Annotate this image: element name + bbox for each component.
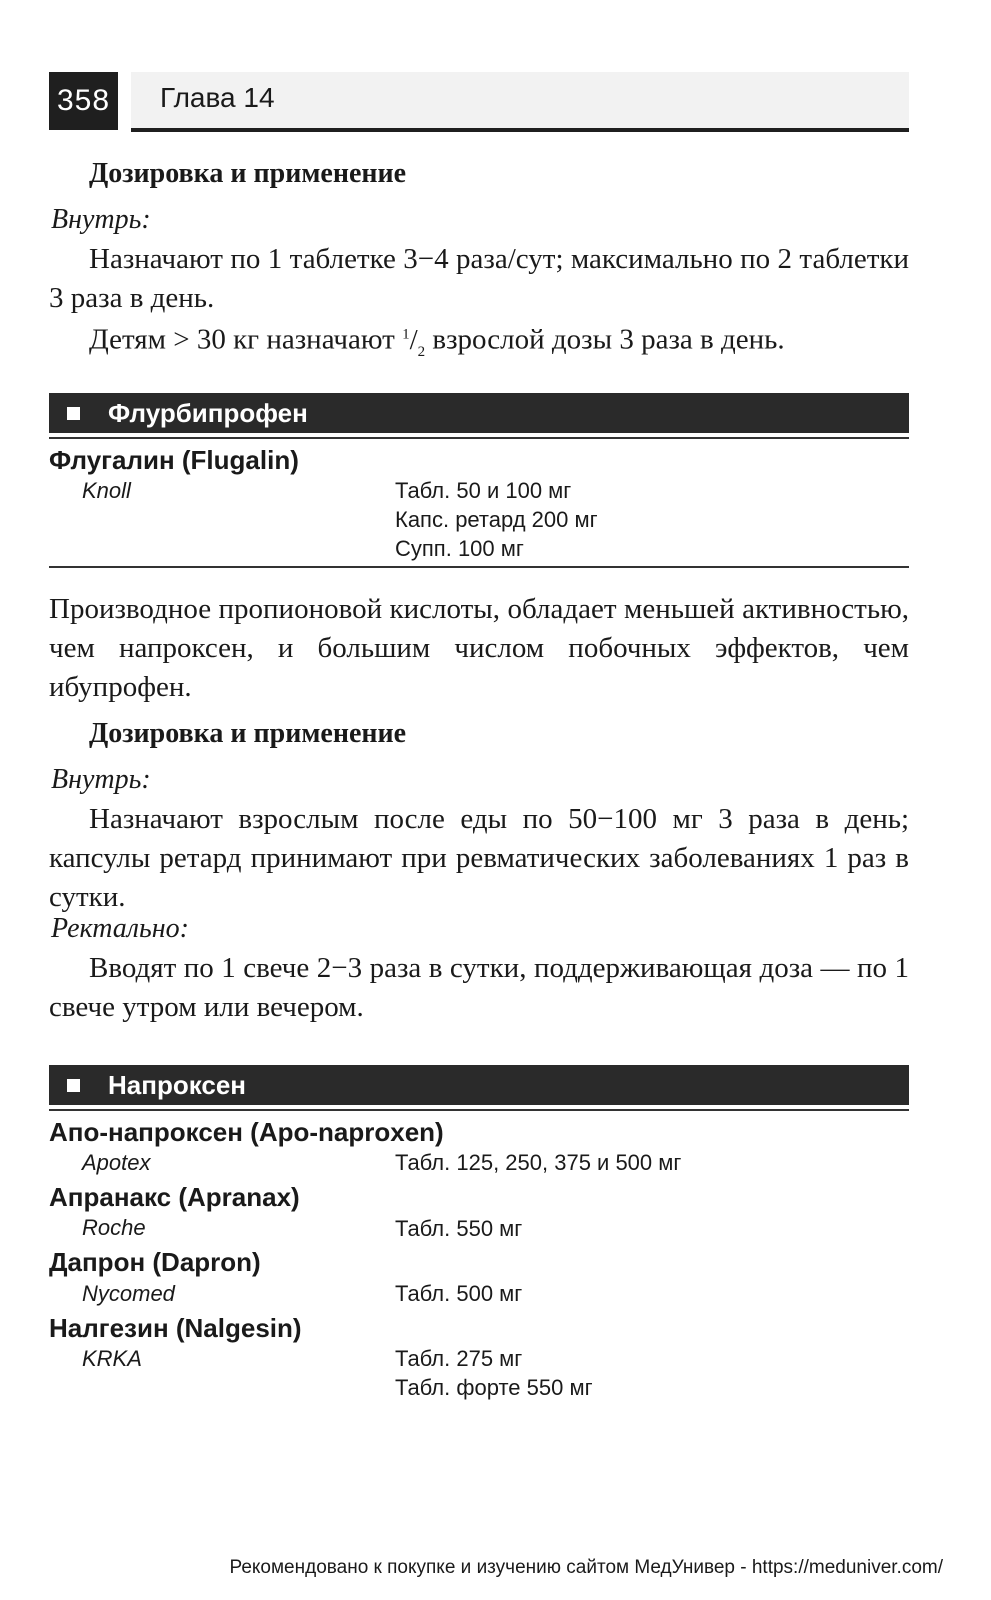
dosage-form: Супп. 100 мг [395,536,524,561]
dosage-heading-1: Дозировка и применение [89,158,407,189]
section-rule [49,437,909,439]
drug-name-nalgesin: Налгезин (Nalgesin) [49,1313,302,1343]
flurbiprofen-description: Производное пропионовой кислоты, обладает меньшей активностью, чем напроксен, и большим числом побочных эффектов, чем ибупрофен. [49,593,909,703]
oral-dosage-paragraph: Назначают взрослым после еды по 50−100 мг 3 раза в день; капсулы ретард принимают при ревматических заболеваниях 1 раз в сутки. [49,803,909,913]
drug-name-apranax: Апранакс (Apranax) [49,1182,300,1212]
square-bullet-icon [67,407,80,420]
dosage-paragraph-2 [49,315,909,371]
maker-knoll: Knoll [82,478,131,503]
dosage-heading-2: Дозировка и применение [89,718,407,749]
section-bar-naproxen [49,1065,909,1105]
dosage-form: Табл. 500 мг [395,1281,523,1306]
dosage-form: Табл. 125, 250, 375 и 500 мг [395,1150,682,1175]
dosage-forms-flugalin [395,476,598,563]
drug-name-dapron: Дапрон (Dapron) [49,1247,261,1277]
section-title-flurbiprofen: Флурбипрофен [108,397,308,428]
maker-apotex: Apotex [82,1150,151,1175]
square-bullet-icon [67,1079,80,1092]
chapter-title: Глава 14 [160,82,275,113]
drug-name-flugalin: Флугалин (Flugalin) [49,445,299,475]
fraction-half: $^1/_2$ [402,323,426,360]
children-dose-text-end: взрослой дозы 3 раза в день. [425,323,785,356]
maker-krka: KRKA [82,1346,142,1371]
route-rectal-label: Ректально: [51,913,189,944]
route-oral-label-1: Внутрь: [51,204,151,235]
section-bar-flurbiprofen [49,393,909,433]
drug-name-apo-naproxen: Апо-напроксен (Apo-naproxen) [49,1117,444,1147]
dosage-form: Табл. форте 550 мг [395,1375,593,1400]
route-oral-label-2: Внутрь: [51,764,151,795]
dosage-paragraph-1: Назначают по 1 таблетке 3−4 раза/сут; максимально по 2 таблетки 3 раза в день. [49,243,909,314]
fraction-denominator: 2 [417,343,426,360]
rectal-dosage-paragraph: Вводят по 1 свече 2−3 раза в сутки, поддерживающая доза — по 1 свече утром или вечером. [49,952,909,1023]
dosage-forms-nalgesin [395,1344,593,1402]
dosage-form: Табл. 275 мг [395,1346,523,1371]
maker-nycomed: Nycomed [82,1281,175,1306]
entry-end-rule [49,566,909,568]
page-number: 358 [49,72,118,130]
section-title-naproxen: Напроксен [108,1069,246,1100]
maker-roche: Roche [82,1215,146,1240]
dosage-form: Табл. 550 мг [395,1216,523,1241]
children-dose-text: Детям > 30 кг назначают [89,323,403,356]
section-rule [49,1109,909,1111]
fraction-numerator: 1 [402,326,410,342]
dosage-form: Капс. ретард 200 мг [395,507,598,532]
footer-recommendation: Рекомендовано к покупке и изучению сайтом МедУнивер - https://meduniver.com/ [229,1557,943,1578]
dosage-form: Табл. 50 и 100 мг [395,478,572,503]
